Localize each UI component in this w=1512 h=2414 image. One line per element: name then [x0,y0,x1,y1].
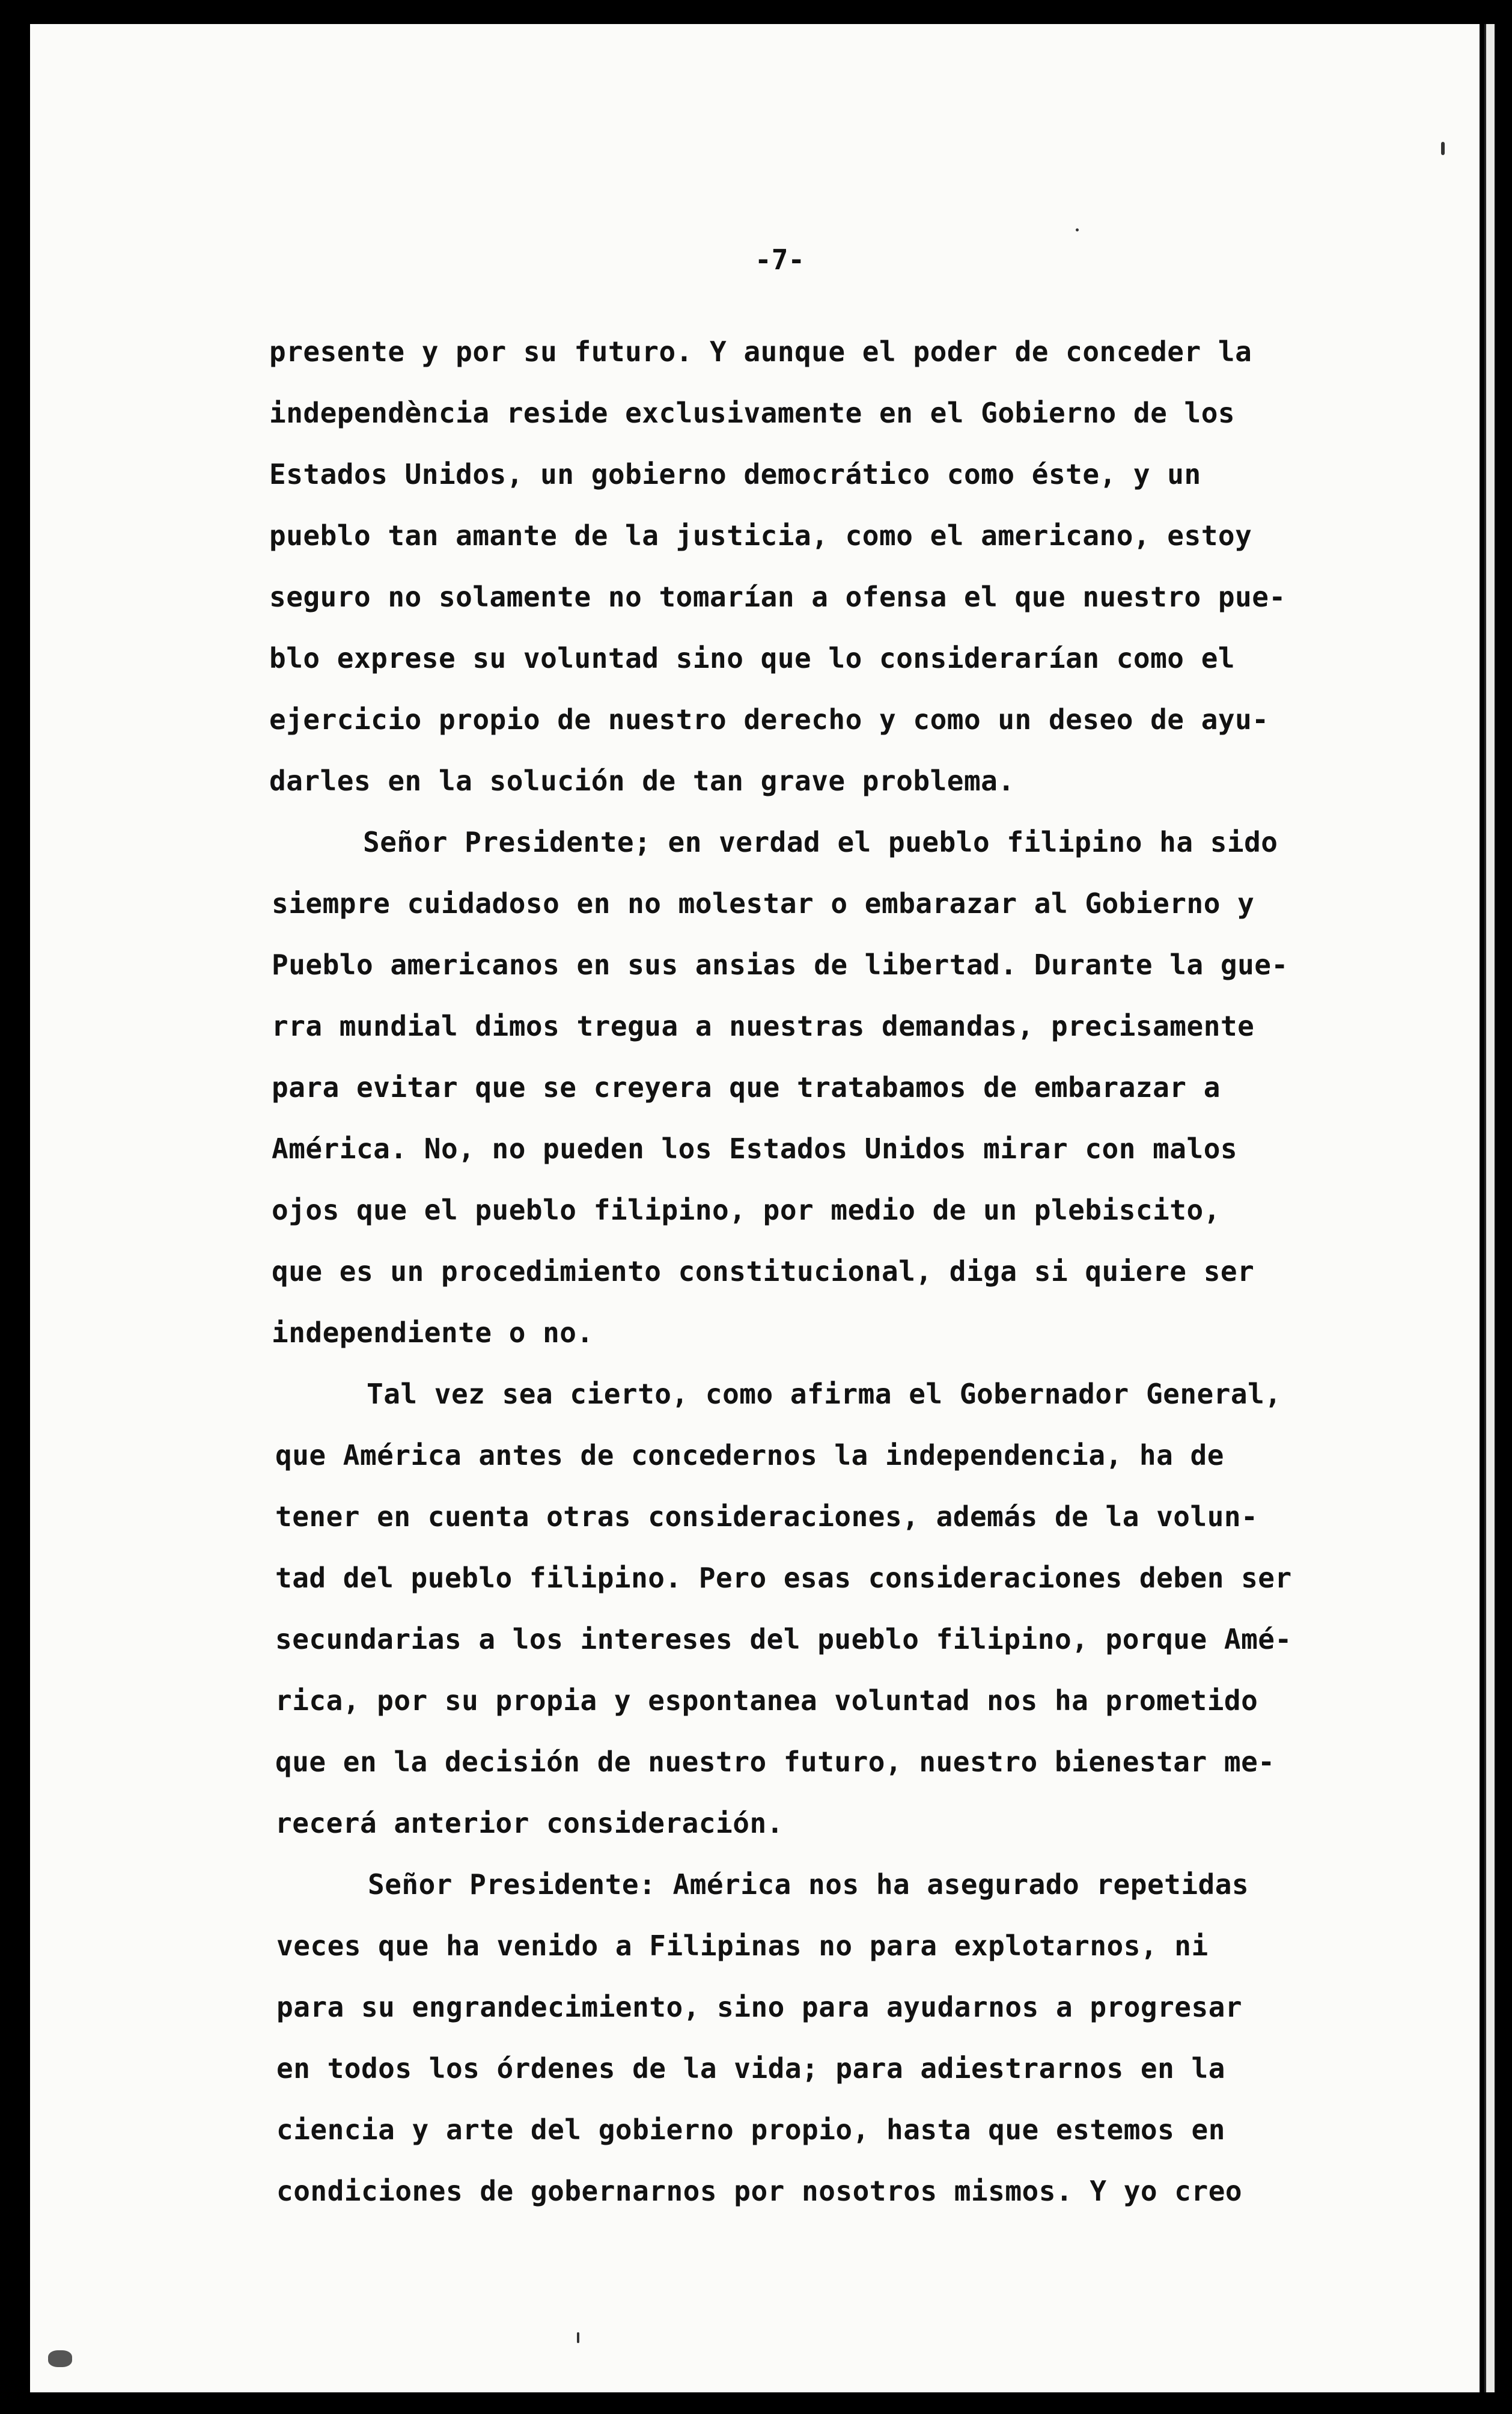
text-line: independiente o no. [272,1316,594,1349]
paper-speck [48,2350,72,2367]
text-line: Estados Unidos, un gobierno democrático como éste, y un [269,458,1201,490]
text-line: para su engrandecimiento, sino para ayudarnos a progresar [276,1991,1243,2023]
paper-speck [1076,228,1079,231]
text-line: que en la decisión de nuestro futuro, nuestro bienestar me- [275,1746,1275,1778]
text-line: presente y por su futuro. Y aunque el poder de conceder la [269,335,1252,368]
text-line: blo exprese su voluntad sino que lo considerarían como el [269,642,1236,674]
text-line: que es un procedimiento constitucional, diga si quiere ser [272,1255,1255,1288]
text-line: recerá anterior consideración. [275,1807,784,1839]
text-line: rra mundial dimos tregua a nuestras demandas, precisamente [272,1010,1255,1042]
text-line: siempre cuidadoso en no molestar o embarazar al Gobierno y [272,887,1255,920]
page-edge [1484,24,1495,2392]
text-line: para evitar que se creyera que tratabamos de embarazar a [272,1071,1221,1104]
text-line: ejercicio propio de nuestro derecho y como un deseo de ayu- [269,703,1269,736]
text-line: secundarias a los intereses del pueblo filipino, porque Amé- [275,1623,1292,1655]
text-line: Señor Presidente; en verdad el pueblo filipino ha sido [363,826,1278,858]
paper-speck [1441,142,1445,155]
text-line: Pueblo americanos en sus ansias de libertad. Durante la gue- [272,949,1288,981]
text-line: América. No, no pueden los Estados Unidos mirar con malos [272,1132,1238,1165]
text-line: rica, por su propia y espontanea voluntad nos ha prometido [275,1684,1258,1717]
text-line: darles en la solución de tan grave problema. [269,765,1015,797]
text-line: Tal vez sea cierto, como afirma el Gobernador General, [367,1378,1282,1410]
page-number: -7- [755,243,805,276]
paper-speck [577,2332,579,2343]
text-line: en todos los órdenes de la vida; para adiestrarnos en la [276,2052,1225,2085]
text-line: independència reside exclusivamente en el Gobierno de los [269,397,1236,429]
text-line: ciencia y arte del gobierno propio, hasta que estemos en [276,2113,1225,2146]
text-line: pueblo tan amante de la justicia, como el americano, estoy [269,519,1252,552]
text-line: ojos que el pueblo filipino, por medio de un plebiscito, [272,1194,1221,1226]
text-line: veces que ha venido a Filipinas no para explotarnos, ni [276,1930,1209,1962]
text-line: que América antes de concedernos la independencia, ha de [275,1439,1224,1471]
text-line: Señor Presidente: América nos ha asegurado repetidas [368,1868,1249,1901]
text-line: tener en cuenta otras consideraciones, además de la volun- [275,1500,1258,1533]
text-line: condiciones de gobernarnos por nosotros mismos. Y yo creo [276,2175,1243,2207]
text-line: tad del pueblo filipino. Pero esas consideraciones deben ser [275,1562,1292,1594]
text-line: seguro no solamente no tomarían a ofensa el que nuestro pue- [269,581,1286,613]
